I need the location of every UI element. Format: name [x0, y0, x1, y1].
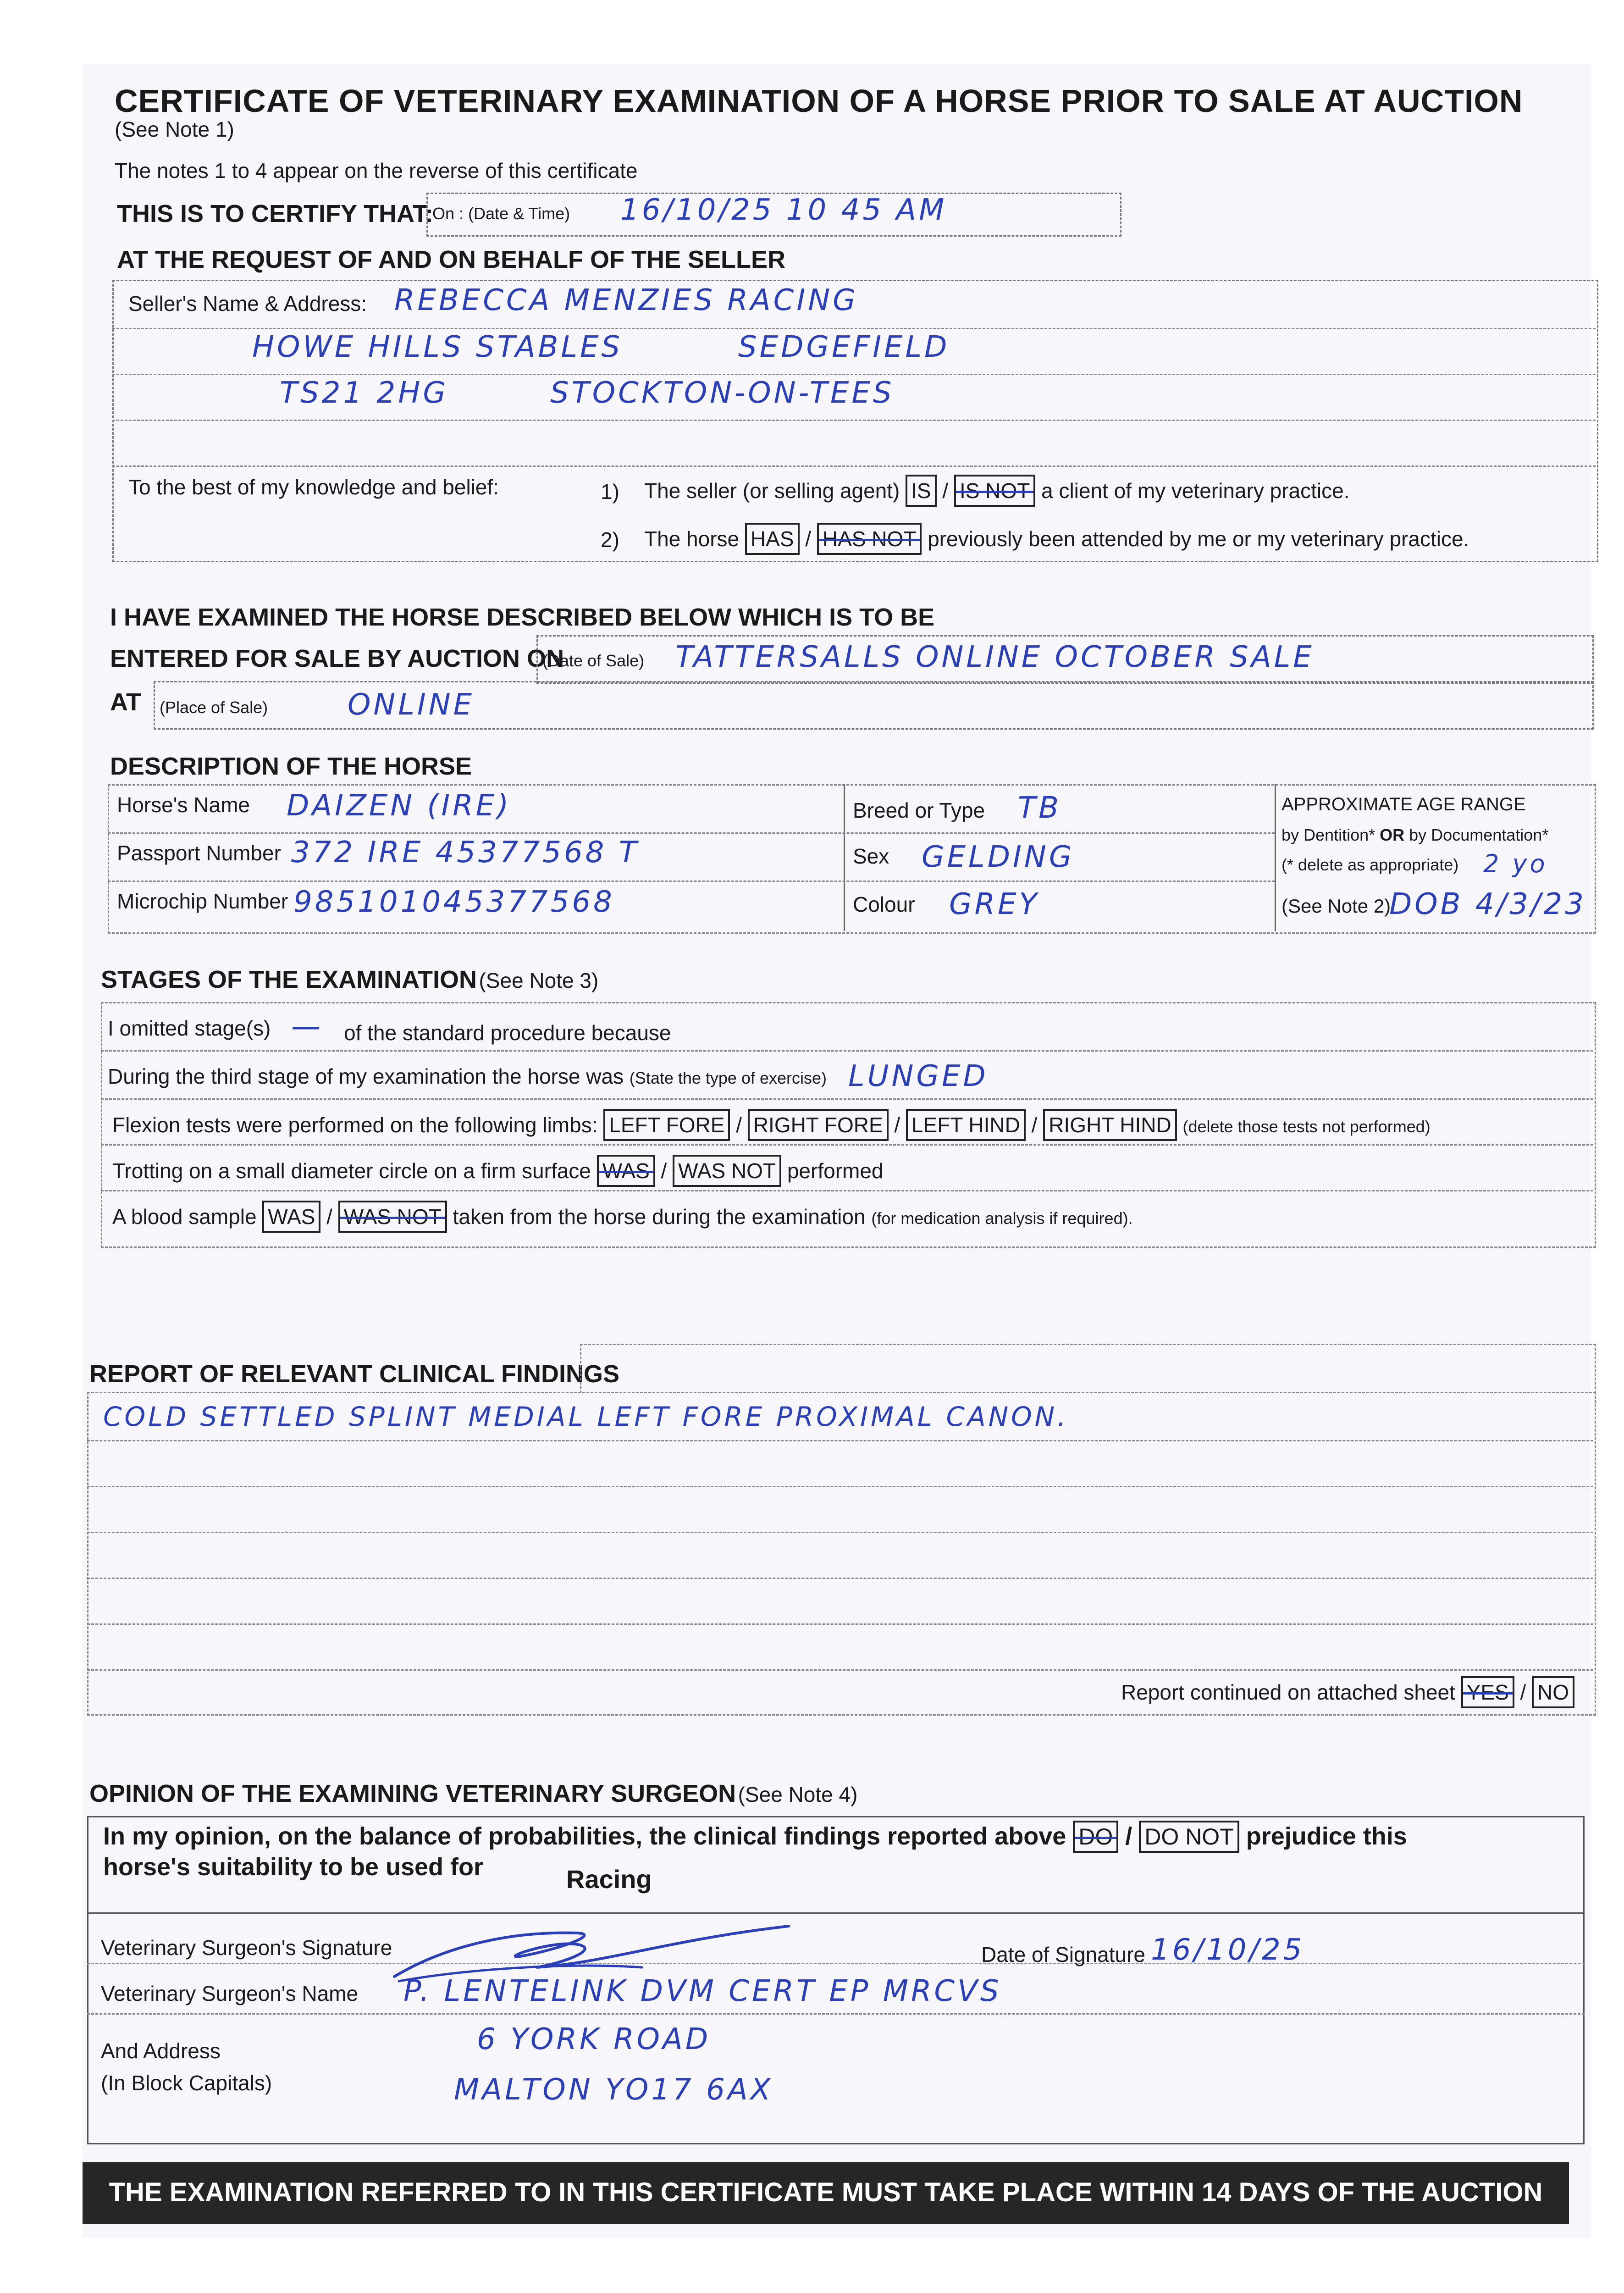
- trot-option-was[interactable]: WAS: [597, 1155, 655, 1187]
- flexion-label: Flexion tests were performed on the following limbs:: [112, 1113, 598, 1137]
- entered-line: ENTERED FOR SALE BY AUCTION ON: [110, 645, 564, 672]
- date-of-sale-value: TATTERSALLS ONLINE OCTOBER SALE: [675, 640, 1315, 674]
- footer-banner: [83, 2162, 1569, 2224]
- q1-option-is-not[interactable]: IS NOT: [954, 475, 1035, 507]
- blood-tail: taken from the horse during the examination: [453, 1205, 866, 1229]
- trot-label: Trotting on a small diameter circle on a firm surface: [112, 1159, 591, 1183]
- notes-line: The notes 1 to 4 appear on the reverse of this certificate: [115, 159, 638, 183]
- report-heading: REPORT OF RELEVANT CLINICAL FINDINGS: [89, 1360, 620, 1388]
- opinion-option-do[interactable]: DO: [1073, 1821, 1118, 1853]
- seller-line3b[interactable]: STOCKTON-ON-TEES: [550, 376, 895, 410]
- opinion-line1-row: In my opinion, on the balance of probabilities, the clinical findings reported above DO / DO NOT prejudice this: [103, 1821, 1407, 1853]
- flex-left-fore[interactable]: LEFT FORE: [603, 1109, 730, 1141]
- age-documentation: by Documentation*: [1409, 825, 1549, 844]
- stages-heading: STAGES OF THE EXAMINATION: [101, 966, 477, 993]
- passport-label: Passport Number: [117, 841, 281, 865]
- seller-line1[interactable]: REBECCA MENZIES RACING: [394, 283, 858, 317]
- opinion-line1-tail: prejudice this: [1246, 1822, 1407, 1850]
- address-label: And Address: [101, 2039, 221, 2063]
- q1-row: The seller (or selling agent) IS / IS NOT a client of my veterinary practice.: [644, 475, 1349, 507]
- blood-option-was-not[interactable]: WAS NOT: [338, 1201, 447, 1233]
- date-of-signature-label: Date of Signature: [981, 1943, 1146, 1966]
- examined-line: I HAVE EXAMINED THE HORSE DESCRIBED BELOW WHICH IS TO BE: [110, 604, 935, 631]
- q2-row: The horse HAS / HAS NOT previously been attended by me or my veterinary practice.: [644, 523, 1469, 555]
- opinion-heading-row: [89, 1779, 857, 1808]
- flex-right-fore[interactable]: RIGHT FORE: [748, 1109, 889, 1141]
- opinion-option-do-not[interactable]: DO NOT: [1139, 1821, 1239, 1853]
- colour-value[interactable]: GREY: [949, 887, 1040, 921]
- description-heading: DESCRIPTION OF THE HORSE: [110, 753, 472, 780]
- report-option-yes[interactable]: YES: [1461, 1676, 1514, 1708]
- vet-name-label: Veterinary Surgeon's Name: [101, 1982, 359, 2005]
- blood-note: (for medication analysis if required).: [871, 1209, 1133, 1228]
- seller-line2b[interactable]: SEDGEFIELD: [738, 330, 950, 364]
- report-continued-row: Report continued on attached sheet YES / NO: [1121, 1676, 1574, 1708]
- place-of-sale-label: (Place of Sale): [160, 698, 268, 717]
- q2-option-has[interactable]: HAS: [745, 523, 800, 555]
- address-line2[interactable]: MALTON YO17 6AX: [454, 2073, 773, 2107]
- age-note: (See Note 2): [1282, 895, 1391, 917]
- sex-value[interactable]: GELDING: [922, 840, 1075, 874]
- knowledge-label: To the best of my knowledge and belief:: [128, 475, 499, 499]
- footer-text: THE EXAMINATION REFERRED TO IN THIS CERTIFICATE MUST TAKE PLACE WITHIN 14 DAYS OF THE AUCTION: [109, 2177, 1543, 2207]
- trot-tail: performed: [787, 1159, 884, 1183]
- opinion-use-value[interactable]: Racing: [566, 1865, 652, 1894]
- certify-label: THIS IS TO CERTIFY THAT:: [117, 200, 434, 227]
- q1-num: 1): [601, 480, 619, 504]
- q2-option-has-not[interactable]: HAS NOT: [817, 523, 922, 555]
- age-value[interactable]: 2 yo: [1483, 849, 1548, 878]
- opinion-heading: OPINION OF THE EXAMINING VETERINARY SURGEON: [89, 1780, 736, 1807]
- horse-name-label: Horse's Name: [117, 793, 250, 817]
- date-of-sale-field[interactable]: [536, 635, 1594, 684]
- seller-box: [112, 280, 1598, 562]
- age-line2: [1282, 825, 1548, 845]
- opinion-line2: horse's suitability to be used for: [103, 1853, 483, 1881]
- third-stage-note: (State the type of exercise): [629, 1069, 827, 1087]
- passport-value[interactable]: 372 IRE 45377568 T: [291, 836, 640, 870]
- certificate-title: CERTIFICATE OF VETERINARY EXAMINATION OF A HORSE PRIOR TO SALE AT AUCTION: [115, 83, 1523, 119]
- request-label: AT THE REQUEST OF AND ON BEHALF OF THE SELLER: [117, 246, 785, 273]
- blood-option-was[interactable]: WAS: [262, 1201, 320, 1233]
- third-stage-label: During the third stage of my examination the horse was: [108, 1064, 624, 1088]
- age-or: OR: [1380, 825, 1405, 844]
- age-dentition: by Dentition*: [1282, 825, 1375, 844]
- age-line3: (* delete as appropriate): [1282, 855, 1459, 874]
- omitted-tail: of the standard procedure because: [344, 1021, 671, 1045]
- breed-label: Breed or Type: [853, 798, 985, 822]
- address-line1[interactable]: 6 YORK ROAD: [477, 2022, 711, 2056]
- signature-label: Veterinary Surgeon's Signature: [101, 1936, 392, 1960]
- microchip-label: Microchip Number: [117, 889, 288, 913]
- omitted-label: I omitted stage(s): [108, 1016, 271, 1040]
- q2-tail: previously been attended by me or my veterinary practice.: [928, 527, 1469, 551]
- age-title: APPROXIMATE AGE RANGE: [1282, 794, 1526, 814]
- trot-row: Trotting on a small diameter circle on a firm surface WAS / WAS NOT performed: [112, 1155, 884, 1187]
- certificate-page: [83, 64, 1591, 2238]
- report-finding[interactable]: COLD SETTLED SPLINT MEDIAL LEFT FORE PROXIMAL CANON.: [103, 1401, 1069, 1432]
- dob-value[interactable]: DOB 4/3/23: [1389, 887, 1586, 921]
- flex-left-hind[interactable]: LEFT HIND: [906, 1109, 1026, 1141]
- seller-line2a[interactable]: HOWE HILLS STABLES: [252, 330, 623, 364]
- q2-num: 2): [601, 528, 619, 552]
- horse-name-value[interactable]: DAIZEN (IRE): [287, 789, 512, 823]
- seller-line3a[interactable]: TS21 2HG: [280, 376, 448, 410]
- blood-label: A blood sample: [112, 1205, 257, 1229]
- stages-note: (See Note 3): [479, 969, 599, 992]
- on-value: 16/10/25 10 45 AM: [620, 193, 947, 227]
- breed-value[interactable]: TB: [1018, 791, 1061, 825]
- third-stage-row: [108, 1064, 827, 1089]
- flex-right-hind[interactable]: RIGHT HIND: [1043, 1109, 1177, 1141]
- report-option-no[interactable]: NO: [1532, 1676, 1574, 1708]
- colour-label: Colour: [853, 892, 915, 916]
- blood-row: A blood sample WAS / WAS NOT taken from the horse during the examination (for medication analysis if required).: [112, 1201, 1133, 1233]
- flexion-note: (delete those tests not performed): [1182, 1117, 1431, 1136]
- omitted-value[interactable]: —: [291, 1010, 323, 1044]
- stages-heading-row: [101, 965, 598, 994]
- report-continued-label: Report continued on attached sheet: [1121, 1680, 1455, 1704]
- sex-label: Sex: [853, 844, 889, 868]
- on-label: On : (Date & Time): [432, 204, 570, 223]
- at-label: AT: [110, 688, 141, 716]
- opinion-line1: In my opinion, on the balance of probabilities, the clinical findings reported above: [103, 1822, 1066, 1850]
- q2-text: The horse: [644, 527, 740, 551]
- date-time-field[interactable]: [426, 193, 1121, 237]
- microchip-value[interactable]: 985101045377568: [293, 885, 615, 919]
- q1-text: The seller (or selling agent): [644, 479, 900, 503]
- see-note-1: (See Note 1): [115, 117, 234, 141]
- third-stage-value[interactable]: LUNGED: [848, 1059, 989, 1093]
- seller-label: Seller's Name & Address:: [128, 292, 367, 316]
- q1-option-is[interactable]: IS: [906, 475, 936, 507]
- q1-tail: a client of my veterinary practice.: [1041, 479, 1350, 503]
- flexion-row: Flexion tests were performed on the following limbs: LEFT FORE / RIGHT FORE / LEFT HIND / RIGHT HIND (delete those tests not performed): [112, 1109, 1431, 1141]
- date-of-signature-value[interactable]: 16/10/25: [1151, 1933, 1305, 1967]
- place-of-sale-value: ONLINE: [348, 688, 475, 722]
- place-of-sale-field[interactable]: [154, 681, 1594, 730]
- report-heading-tab: [580, 1344, 1596, 1393]
- opinion-note: (See Note 4): [738, 1783, 858, 1806]
- vet-name-value[interactable]: P. LENTELINK DVM CERT EP MRCVS: [403, 1974, 1002, 2008]
- date-of-sale-label: (Date of Sale): [542, 651, 645, 670]
- block-capitals-label: (In Block Capitals): [101, 2071, 272, 2095]
- trot-option-was-not[interactable]: WAS NOT: [673, 1155, 781, 1187]
